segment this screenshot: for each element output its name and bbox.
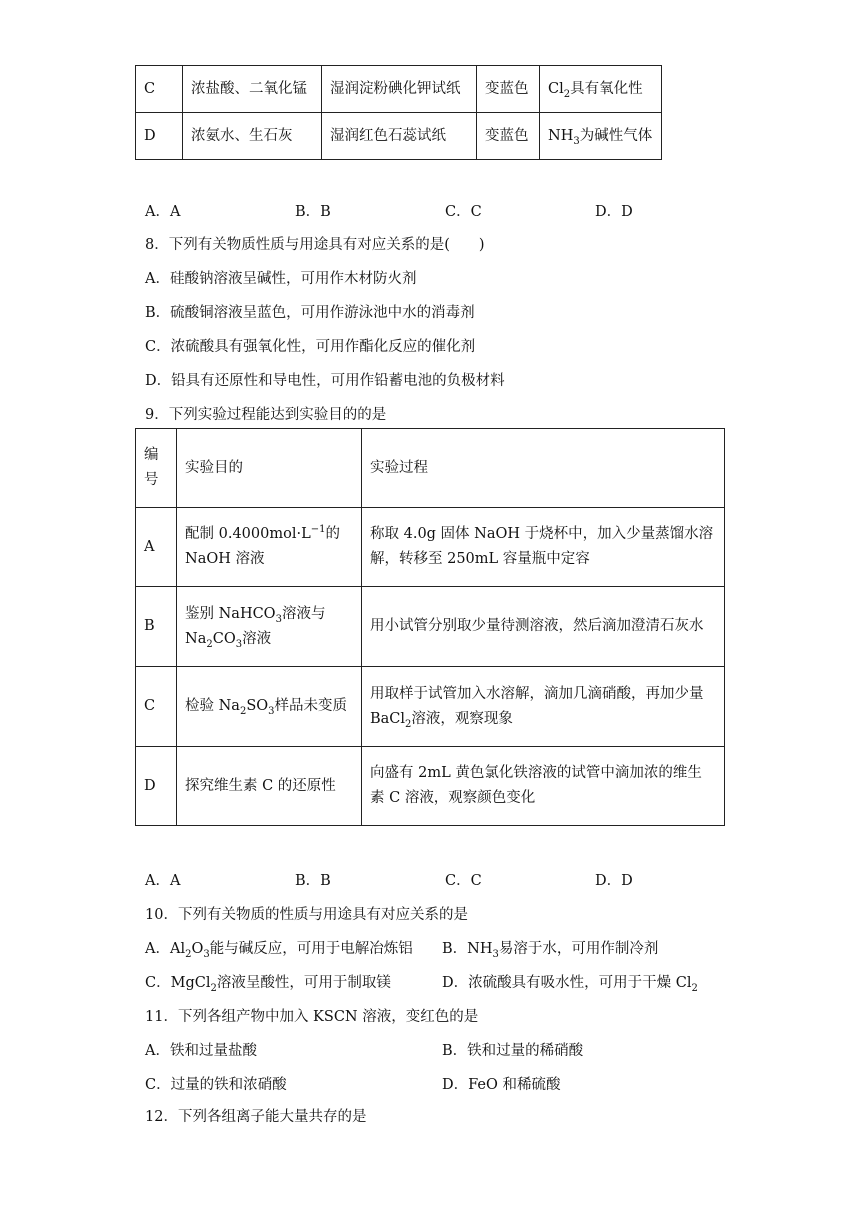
cell-process: 向盛有 2mL 黄色氯化铁溶液的试管中滴加浓的维生 素 C 溶液，观察颜色变化 (362, 747, 725, 826)
q8-option-d[interactable]: D．铅具有还原性和导电性，可用作铅蓄电池的负极材料 (145, 373, 505, 389)
cell-process: 用取样于试管加入水溶解，滴加几滴硝酸，再加少量 BaCl$_2$溶液，观察现象 (362, 667, 725, 747)
q8-option-b[interactable]: B．硫酸铜溶液呈蓝色，可用作游泳池中水的消毒剂 (145, 305, 475, 321)
header-id: 编 号 (136, 429, 177, 508)
table-row (136, 113, 662, 160)
q9-options (0, 869, 860, 889)
q10-option-c[interactable]: C．MgCl$_2$溶液呈酸性，可用于制取镁 (145, 975, 391, 994)
q8-option-a[interactable]: A．硅酸钠溶液呈碱性，可用作木材防火剂 (145, 271, 417, 287)
header-purpose: 实验目的 (177, 429, 362, 508)
cell-id: C (136, 667, 177, 747)
table-row (136, 667, 725, 747)
table-row (136, 66, 662, 113)
cell-id: B (136, 587, 177, 667)
cell-paper: 湿润淀粉碘化钾试纸 (322, 66, 477, 113)
q12-stem: 12．下列各组离子能大量共存的是 (145, 1109, 367, 1125)
cell-paper: 湿润红色石蕊试纸 (322, 113, 477, 160)
q8-option-c[interactable]: C．浓硫酸具有强氧化性，可用作酯化反应的催化剂 (145, 339, 476, 355)
cell-reagents: 浓盐酸、二氧化锰 (183, 66, 322, 113)
cell-purpose: 配制 $0.4000mol\cdot L^{-1}$的 NaOH 溶液 (177, 508, 362, 587)
cell-id: D (136, 113, 183, 160)
q11-stem: 11．下列各组产物中加入 KSCN 溶液，变红色的是 (145, 1009, 479, 1025)
cell-conclusion: $Cl_2$具有氧化性 (540, 66, 662, 113)
q9-stem: 9．下列实验过程能达到实验目的的是 (145, 407, 387, 423)
q7-options (0, 200, 860, 220)
cell-id: A (136, 508, 177, 587)
q7-option-c[interactable]: C．C (445, 204, 482, 220)
q9-option-a[interactable]: A．A (145, 873, 181, 889)
q7-option-a[interactable]: A．A (145, 204, 181, 220)
q7-option-b[interactable]: B．B (295, 204, 331, 220)
q10-option-b[interactable]: B．$NH_3$易溶于水，可用作制冷剂 (442, 941, 659, 960)
header-process: 实验过程 (362, 429, 725, 508)
cell-id: D (136, 747, 177, 826)
q10-option-d[interactable]: D．浓硫酸具有吸水性，可用于干燥 $Cl_2$ (442, 975, 698, 994)
cell-phenomenon: 变蓝色 (477, 113, 540, 160)
q9-option-d[interactable]: D．D (595, 873, 633, 889)
q8-stem: 8．下列有关物质性质与用途具有对应关系的是( ) (145, 237, 485, 253)
cell-conclusion: $NH_3$为碱性气体 (540, 113, 662, 160)
q11-option-b[interactable]: B．铁和过量的稀硝酸 (442, 1043, 584, 1059)
cell-phenomenon: 变蓝色 (477, 66, 540, 113)
cell-process: 称取 4.0g 固体 NaOH 于烧杯中，加入少量蒸馏水溶 解，转移至 250mL 容量瓶中定容 (362, 508, 725, 587)
q9-option-c[interactable]: C．C (445, 873, 482, 889)
cell-purpose: 探究维生素 C 的还原性 (177, 747, 362, 826)
q9-table (135, 428, 725, 826)
cell-purpose: 检验 $Na_2SO_3$样品未变质 (177, 667, 362, 747)
table-header-row (136, 429, 725, 508)
q11-option-c[interactable]: C．过量的铁和浓硝酸 (145, 1077, 287, 1093)
cell-reagents: 浓氨水、生石灰 (183, 113, 322, 160)
cell-process: 用小试管分别取少量待测溶液，然后滴加澄清石灰水 (362, 587, 725, 667)
q7-option-d[interactable]: D．D (595, 204, 633, 220)
q9-option-b[interactable]: B．B (295, 873, 331, 889)
cell-id: C (136, 66, 183, 113)
q7-table (135, 65, 662, 160)
q11-option-d[interactable]: D．FeO 和稀硫酸 (442, 1077, 561, 1093)
table-row (136, 508, 725, 587)
table-row (136, 587, 725, 667)
cell-purpose: 鉴别 NaHCO$_3$溶液与 $Na_2CO_3$溶液 (177, 587, 362, 667)
q11-option-a[interactable]: A．铁和过量盐酸 (145, 1043, 257, 1059)
table-row (136, 747, 725, 826)
q10-option-a[interactable]: A．$Al_2O_3$能与碱反应，可用于电解冶炼铝 (145, 941, 413, 960)
q10-stem: 10．下列有关物质的性质与用途具有对应关系的是 (145, 907, 468, 923)
